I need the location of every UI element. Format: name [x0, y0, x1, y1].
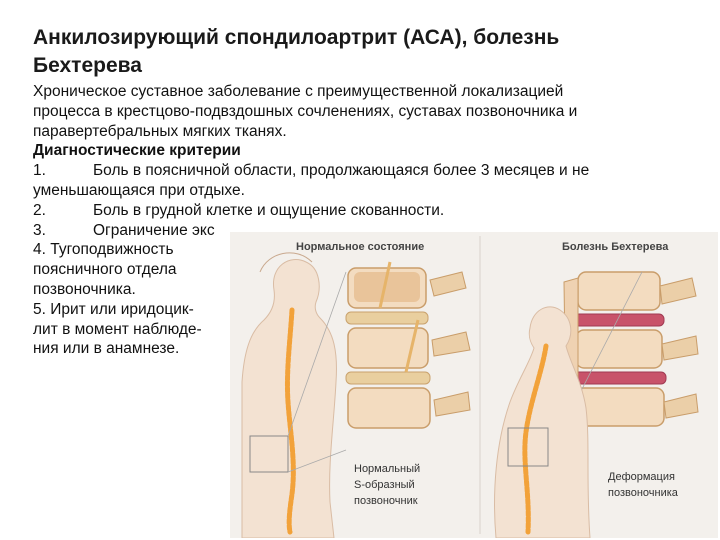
normal-caption-line-2: S-образный [354, 479, 415, 491]
normal-panel-title: Нормальное состояние [296, 241, 425, 253]
criteria-item-1-continuation: уменьшающаяся при отдыхе. [33, 181, 245, 199]
criteria-item-4-line-2: поясничного отдела [33, 261, 177, 279]
title-line-1: Анкилозирующий спондилоартрит (АСА), болезнь [33, 26, 560, 49]
disease-caption-line-1: Деформация [608, 471, 675, 483]
intro-line-2: процесса в крестцово-подвздошных сочленениях, суставах позвоночника и [33, 102, 578, 120]
criteria-item-4-line-3: позвоночника. [33, 280, 136, 298]
title-line-2: Бехтерева [33, 54, 142, 77]
criteria-item-2 [33, 201, 693, 221]
criteria-heading: Диагностические критерии [33, 142, 241, 160]
criteria-item-1-text: Боль в поясничной области, продолжающаяся более 3 месяцев и не [93, 162, 590, 180]
normal-vertebrae-closeup [346, 262, 470, 428]
criteria-item-5-line-1: 5. Ирит или иридоцик- [33, 300, 194, 318]
spine-illustration [230, 232, 718, 538]
criteria-item-5-line-2: лит в момент наблюде- [33, 320, 202, 338]
criteria-item-2-text: Боль в грудной клетке и ощущение скованности. [93, 201, 445, 219]
intro-line-1: Хроническое суставное заболевание с преимущественной локализацией [33, 83, 564, 100]
criteria-item-3-text: Ограничение экс [93, 221, 215, 239]
criteria-item-5-line-3: ния или в анамнезе. [33, 340, 180, 358]
intro-line-3: паравертебральных мягких тканях. [33, 122, 287, 140]
criteria-item-3-number: 3. [33, 221, 46, 239]
criteria-item-1-number: 1. [33, 162, 46, 180]
spine-illustration-svg [230, 232, 718, 538]
criteria-item-4-line-1: 4. Тугоподвижность [33, 241, 174, 259]
normal-caption-line-1: Нормальный [354, 463, 421, 475]
slide-title [33, 24, 693, 80]
disease-panel-title: Болезнь Бехтерева [562, 241, 669, 253]
criteria-item-2-number: 2. [33, 201, 46, 219]
normal-caption-line-3: позвоночник [354, 495, 418, 507]
disease-caption-line-2: позвоночника [608, 487, 678, 499]
criteria-item-1 [33, 161, 693, 181]
